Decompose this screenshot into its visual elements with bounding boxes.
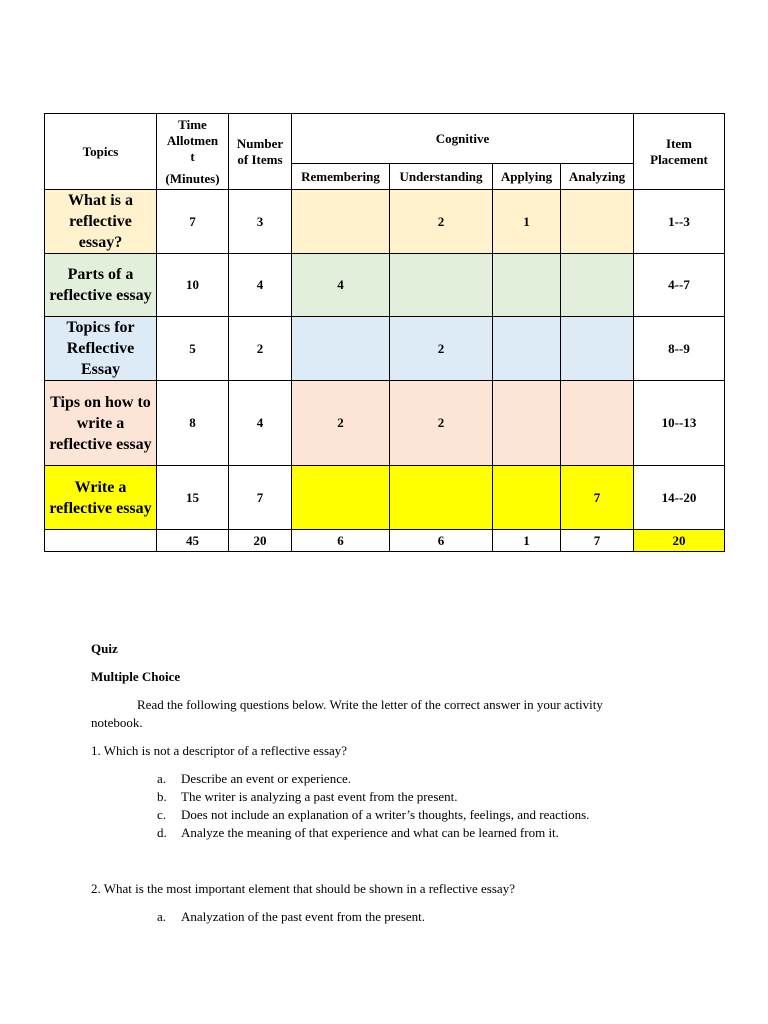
quiz-title: Quiz <box>91 641 118 656</box>
table-row <box>45 317 725 381</box>
placement-cell: 1--3 <box>634 190 725 254</box>
header-applying: Applying <box>493 164 561 190</box>
total-time: 45 <box>157 530 229 552</box>
placement-cell: 10--13 <box>634 381 725 466</box>
time-cell: 7 <box>157 190 229 254</box>
question-1: 1. Which is not a descriptor of a reflective essay? <box>91 743 348 758</box>
understanding-cell: 2 <box>390 381 493 466</box>
time-cell: 10 <box>157 254 229 317</box>
items-cell: 3 <box>229 190 292 254</box>
list-item: a. Describe an event or experience. <box>157 771 351 786</box>
header-understanding: Understanding <box>390 164 493 190</box>
topic-cell: Write a reflective essay <box>45 466 157 530</box>
applying-cell <box>493 317 561 381</box>
understanding-cell <box>390 466 493 530</box>
applying-cell <box>493 466 561 530</box>
header-item-placement: Item Placement <box>634 114 725 190</box>
total-placement: 20 <box>634 530 725 552</box>
total-remembering: 6 <box>292 530 390 552</box>
items-cell: 4 <box>229 381 292 466</box>
remembering-cell <box>292 466 390 530</box>
table-row <box>45 381 725 466</box>
list-item: d. Analyze the meaning of that experience and what can be learned from it. <box>157 825 559 840</box>
remembering-cell: 4 <box>292 254 390 317</box>
question-2-options <box>91 908 651 926</box>
analyzing-cell <box>561 381 634 466</box>
understanding-cell <box>390 254 493 317</box>
list-item: b. The writer is analyzing a past event from the present. <box>157 789 458 804</box>
question-2: 2. What is the most important element that should be shown in a reflective essay? <box>91 881 515 896</box>
remembering-cell <box>292 190 390 254</box>
items-cell: 4 <box>229 254 292 317</box>
quiz-subtitle: Multiple Choice <box>91 669 181 684</box>
applying-cell <box>493 254 561 317</box>
understanding-cell: 2 <box>390 317 493 381</box>
table-row <box>45 466 725 530</box>
analyzing-cell: 7 <box>561 466 634 530</box>
placement-cell: 8--9 <box>634 317 725 381</box>
time-cell: 5 <box>157 317 229 381</box>
header-remembering: Remembering <box>292 164 390 190</box>
topic-cell: Topics for Reflective Essay <box>45 317 157 381</box>
time-cell: 15 <box>157 466 229 530</box>
header-time: Time Allotmen t (Minutes) <box>157 114 229 190</box>
analyzing-cell <box>561 317 634 381</box>
header-analyzing: Analyzing <box>561 164 634 190</box>
remembering-cell <box>292 317 390 381</box>
total-analyzing: 7 <box>561 530 634 552</box>
applying-cell <box>493 381 561 466</box>
understanding-cell: 2 <box>390 190 493 254</box>
remembering-cell: 2 <box>292 381 390 466</box>
placement-cell: 4--7 <box>634 254 725 317</box>
total-understanding: 6 <box>390 530 493 552</box>
items-cell: 7 <box>229 466 292 530</box>
topic-cell: What is a reflective essay? <box>45 190 157 254</box>
total-applying: 1 <box>493 530 561 552</box>
topic-cell: Tips on how to write a reflective essay <box>45 381 157 466</box>
header-topics: Topics <box>45 114 157 190</box>
analyzing-cell <box>561 254 634 317</box>
header-number-of-items: Number of Items <box>229 114 292 190</box>
time-cell: 8 <box>157 381 229 466</box>
question-1-options <box>91 770 651 842</box>
analyzing-cell <box>561 190 634 254</box>
table-row <box>45 190 725 254</box>
list-item: c. Does not include an explanation of a writer’s thoughts, feelings, and reactions. <box>157 807 590 822</box>
list-item: a. Analyzation of the past event from the present. <box>157 909 426 924</box>
items-cell: 2 <box>229 317 292 381</box>
header-cognitive: Cognitive <box>292 114 634 164</box>
topic-cell: Parts of a reflective essay <box>45 254 157 317</box>
totals-topic-cell <box>45 530 157 552</box>
applying-cell: 1 <box>493 190 561 254</box>
table-row <box>45 254 725 317</box>
total-items: 20 <box>229 530 292 552</box>
quiz-section <box>91 640 651 926</box>
table-of-specifications <box>44 113 725 552</box>
quiz-instruction: Read the following questions below. Write the letter of the correct answer in your activity notebook. <box>91 697 603 730</box>
placement-cell: 14--20 <box>634 466 725 530</box>
totals-row <box>45 530 725 552</box>
